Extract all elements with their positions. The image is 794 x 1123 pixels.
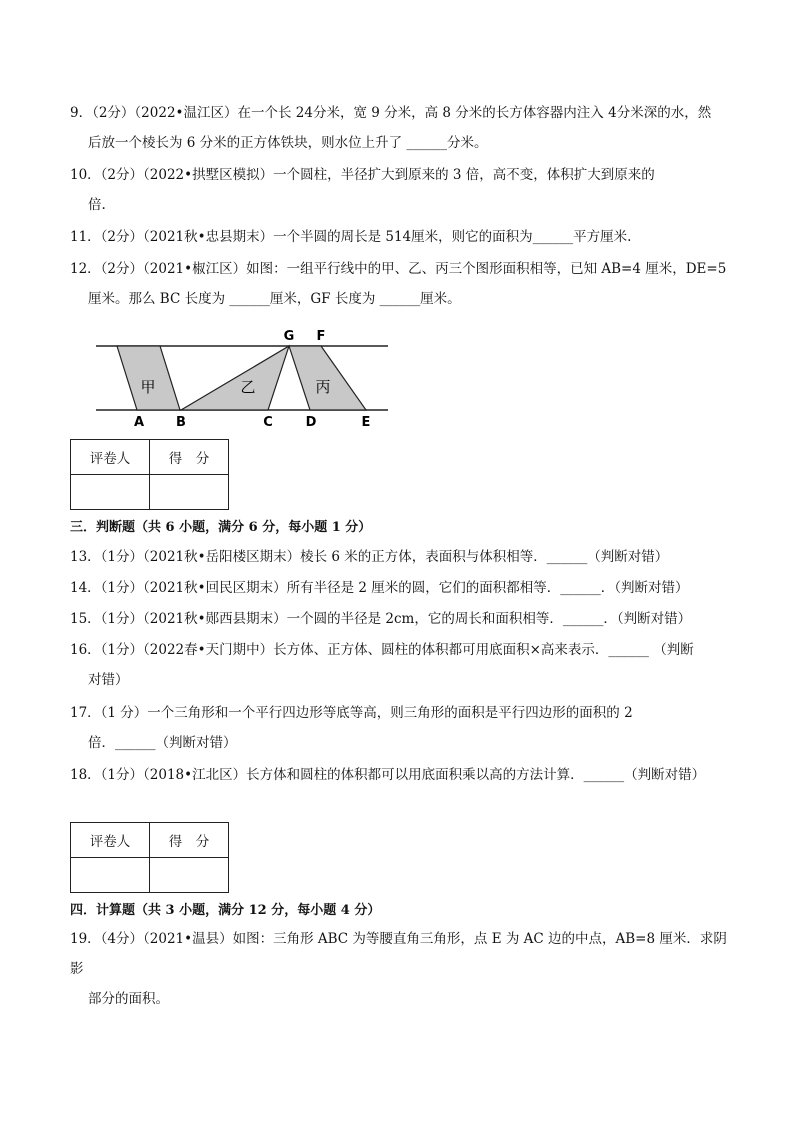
section-3-title: 三．判断题（共 6 小题，满分 6 分，每小题 1 分） — [70, 520, 372, 535]
question-17 — [70, 698, 730, 758]
score-table-2-grader-cell[interactable] — [71, 858, 150, 893]
point-label-a: A — [133, 415, 145, 430]
question-12 — [70, 254, 730, 314]
question-16 — [70, 635, 730, 695]
question-11 — [70, 222, 730, 252]
question-19-line1: 19．（4分）（2021•温县）如图：三角形 ABC 为等腰直角三角形，点 E 为 AC 边的中点，AB=8 厘米．求阴影 — [70, 931, 727, 977]
score-table — [70, 439, 229, 510]
question-15 — [70, 604, 730, 634]
question-19 — [70, 924, 730, 1014]
score-table-score-header: 得 分 — [150, 440, 229, 475]
question-18 — [70, 760, 730, 790]
score-table-grader-header: 评卷人 — [71, 440, 150, 475]
question-14-line1: 14．（1分）（2021秋•回民区期末）所有半径是 2 厘米的圆，它们的面积都相等．______．（判断对错） — [70, 580, 689, 596]
question-11-line1: 11．（2分）（2021秋•忠县期末）一个半圆的周长是 514厘米，则它的面积为______平方厘米. — [70, 229, 632, 245]
question-13 — [70, 542, 730, 572]
question-12-line2: 厘米。那么 BC 长度为 ______厘米，GF 长度为 ______厘米。 — [88, 291, 461, 307]
question-19-line2: 部分的面积。 — [88, 991, 169, 1007]
region-label-yi: 乙 — [240, 378, 256, 396]
point-label-b: B — [176, 415, 186, 430]
question-16-line2: 对错） — [88, 672, 129, 688]
point-label-d: D — [305, 415, 317, 430]
question-17-line1: 17．（1 分）一个三角形和一个平行四边形等底等高，则三角形的面积是平行四边形的面积的 2 — [70, 705, 633, 721]
region-yi-triangle — [181, 346, 289, 410]
question-10-line1: 10．（2分）（2022•拱墅区模拟）一个圆柱，半径扩大到原来的 3 倍，高不变，体积扩大到原来的 — [70, 167, 655, 183]
point-label-c: C — [263, 415, 273, 430]
question-10 — [70, 160, 730, 220]
question-15-line1: 15．（1分）（2021秋•郧西县期末）一个圆的半径是 2cm，它的周长和面积相等．______．（判断对错） — [70, 611, 692, 627]
parallel-lines-figure — [90, 326, 390, 430]
point-label-g: G — [283, 329, 295, 344]
score-table-grader-cell[interactable] — [71, 475, 150, 510]
point-label-e: E — [361, 415, 371, 430]
question-18-line1: 18．（1分）（2018•江北区）长方体和圆柱的体积都可以用底面积乘以高的方法计算．______（判断对错） — [70, 767, 706, 783]
question-10-line2: 倍. — [88, 197, 106, 213]
region-label-jia: 甲 — [140, 378, 156, 396]
question-12-line1: 12．（2分）（2021•椒江区）如图：一组平行线中的甲、乙、丙三个图形面积相等，已知 AB=4 厘米，DE=5 — [70, 261, 727, 277]
score-table-2 — [70, 822, 229, 893]
point-label-f: F — [316, 329, 326, 344]
question-9 — [70, 98, 730, 158]
score-table-2-score-cell[interactable] — [150, 858, 229, 893]
score-table-score-cell[interactable] — [150, 475, 229, 510]
section-4-title: 四．计算题（共 3 小题，满分 12 分，每小题 4 分） — [70, 903, 381, 918]
question-13-line1: 13．（1分）（2021秋•岳阳楼区期末）棱长 6 米的正方体，表面积与体积相等．______（判断对错） — [70, 549, 669, 565]
score-table-2-score-header: 得 分 — [150, 823, 229, 858]
question-16-line1: 16．（1分）（2022春•天门期中）长方体、正方体、圆柱的体积都可用底面积×高来表示．______ （判断 — [70, 642, 694, 658]
question-17-line2: 倍．______（判断对错） — [88, 735, 237, 751]
question-9-line2: 后放一个棱长为 6 分米的正方体铁块，则水位上升了 ______分米。 — [88, 135, 488, 151]
question-14 — [70, 573, 730, 603]
question-9-line1: 9．（2分）（2022•温江区）在一个长 24分米，宽 9 分米，高 8 分米的长方体容器内注入 4分米深的水，然 — [70, 105, 712, 121]
region-label-bing: 丙 — [315, 378, 331, 396]
score-table-2-grader-header: 评卷人 — [71, 823, 150, 858]
